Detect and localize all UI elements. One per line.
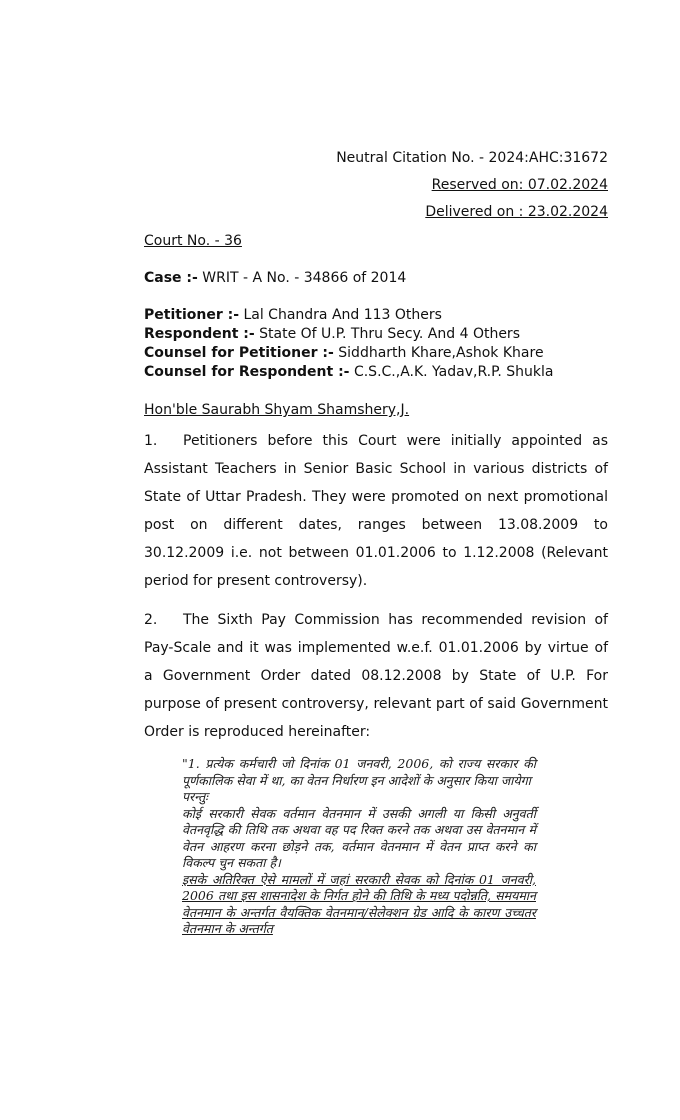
paragraph-1-text: Petitioners before this Court were initially appointed as Assistant Teachers in Senior Basic School in various districts of State of Uttar Pradesh. They were promoted on next promotional post on different dates, ranges between 13.08.2009 to 30.12.2009 i.e. not between 01.01.2006 to 1.12.2008 (Relevant period for present controversy). — [144, 433, 608, 589]
paragraph-1 — [144, 427, 608, 595]
quote-proviso-heading: परन्तुः — [182, 789, 208, 804]
neutral-citation: Neutral Citation No. - 2024:AHC:31672 — [336, 150, 608, 166]
hindi-quotation — [182, 756, 536, 938]
counsel-respondent-label: Counsel for Respondent :- — [144, 364, 350, 380]
petitioner-label: Petitioner :- — [144, 307, 240, 323]
delivered-on-date: Delivered on : 23.02.2024 — [425, 204, 608, 220]
paragraph-2-text: The Sixth Pay Commission has recommended revision of Pay-Scale and it was implemented w.e.f. 01.01.2006 by virtue of a Government Order dated 08.12.2008 by State of U.P. For purpose of present controversy, relevant part of said Government Order is reproduced hereinafter: — [144, 612, 608, 740]
respondent-line — [144, 326, 520, 342]
counsel-petitioner-line — [144, 345, 544, 361]
counsel-respondent-line — [144, 364, 554, 380]
case-label: Case :- — [144, 270, 198, 286]
respondent-label: Respondent :- — [144, 326, 255, 342]
respondent-value: State Of U.P. Thru Secy. And 4 Others — [254, 326, 520, 342]
counsel-petitioner-value: Siddharth Khare,Ashok Khare — [333, 345, 544, 361]
reserved-on-date: Reserved on: 07.02.2024 — [431, 177, 608, 193]
quote-clause-1: "1. प्रत्येक कर्मचारी जो दिनांक 01 जनवरी, 2006, को राज्य सरकार की पूर्णकालिक सेवा में था, का वेतन निर्धारण इन आदेशों के अनुसार किया जायेगा — [182, 756, 536, 788]
court-number: Court No. - 36 — [144, 233, 242, 249]
case-line — [144, 270, 406, 286]
case-value: WRIT - A No. - 34866 of 2014 — [197, 270, 407, 286]
counsel-respondent-value: C.S.C.,A.K. Yadav,R.P. Shukla — [349, 364, 554, 380]
paragraph-2-number: 2. — [144, 612, 158, 628]
judge-name: Hon'ble Saurabh Shyam Shamshery,J. — [144, 402, 410, 418]
petitioner-value: Lal Chandra And 113 Others — [239, 307, 442, 323]
paragraph-1-number: 1. — [144, 433, 158, 449]
quote-proviso-text: कोई सरकारी सेवक वर्तमान वेतनमान में उसकी अगली या किसी अनुवर्ती वेतनवृद्धि की तिथि तक अथवा वह पद रिक्त करने तक अथवा उस वेतनमान में वेतन आहरण करना छोड़ने तक, वर्तमान वेतनमान में वेतन प्राप्त करने का विकल्प चुन सकता है। — [182, 805, 536, 870]
counsel-petitioner-label: Counsel for Petitioner :- — [144, 345, 334, 361]
quote-additional-text: इसके अतिरिक्त ऐसे मामलों में जहां सरकारी सेवक को दिनांक 01 जनवरी, 2006 तथा इस शासनादेश के निर्गत होने की तिथि के मध्य पदोन्नति, समयमान वेतनमान के अन्तर्गत वैयक्तिक वेतनमान/सेलेक्शन ग्रेड आदि के कारण उच्चतर वेतनमान के अन्तर्गत — [182, 871, 536, 936]
petitioner-line — [144, 307, 442, 323]
paragraph-2 — [144, 606, 608, 746]
